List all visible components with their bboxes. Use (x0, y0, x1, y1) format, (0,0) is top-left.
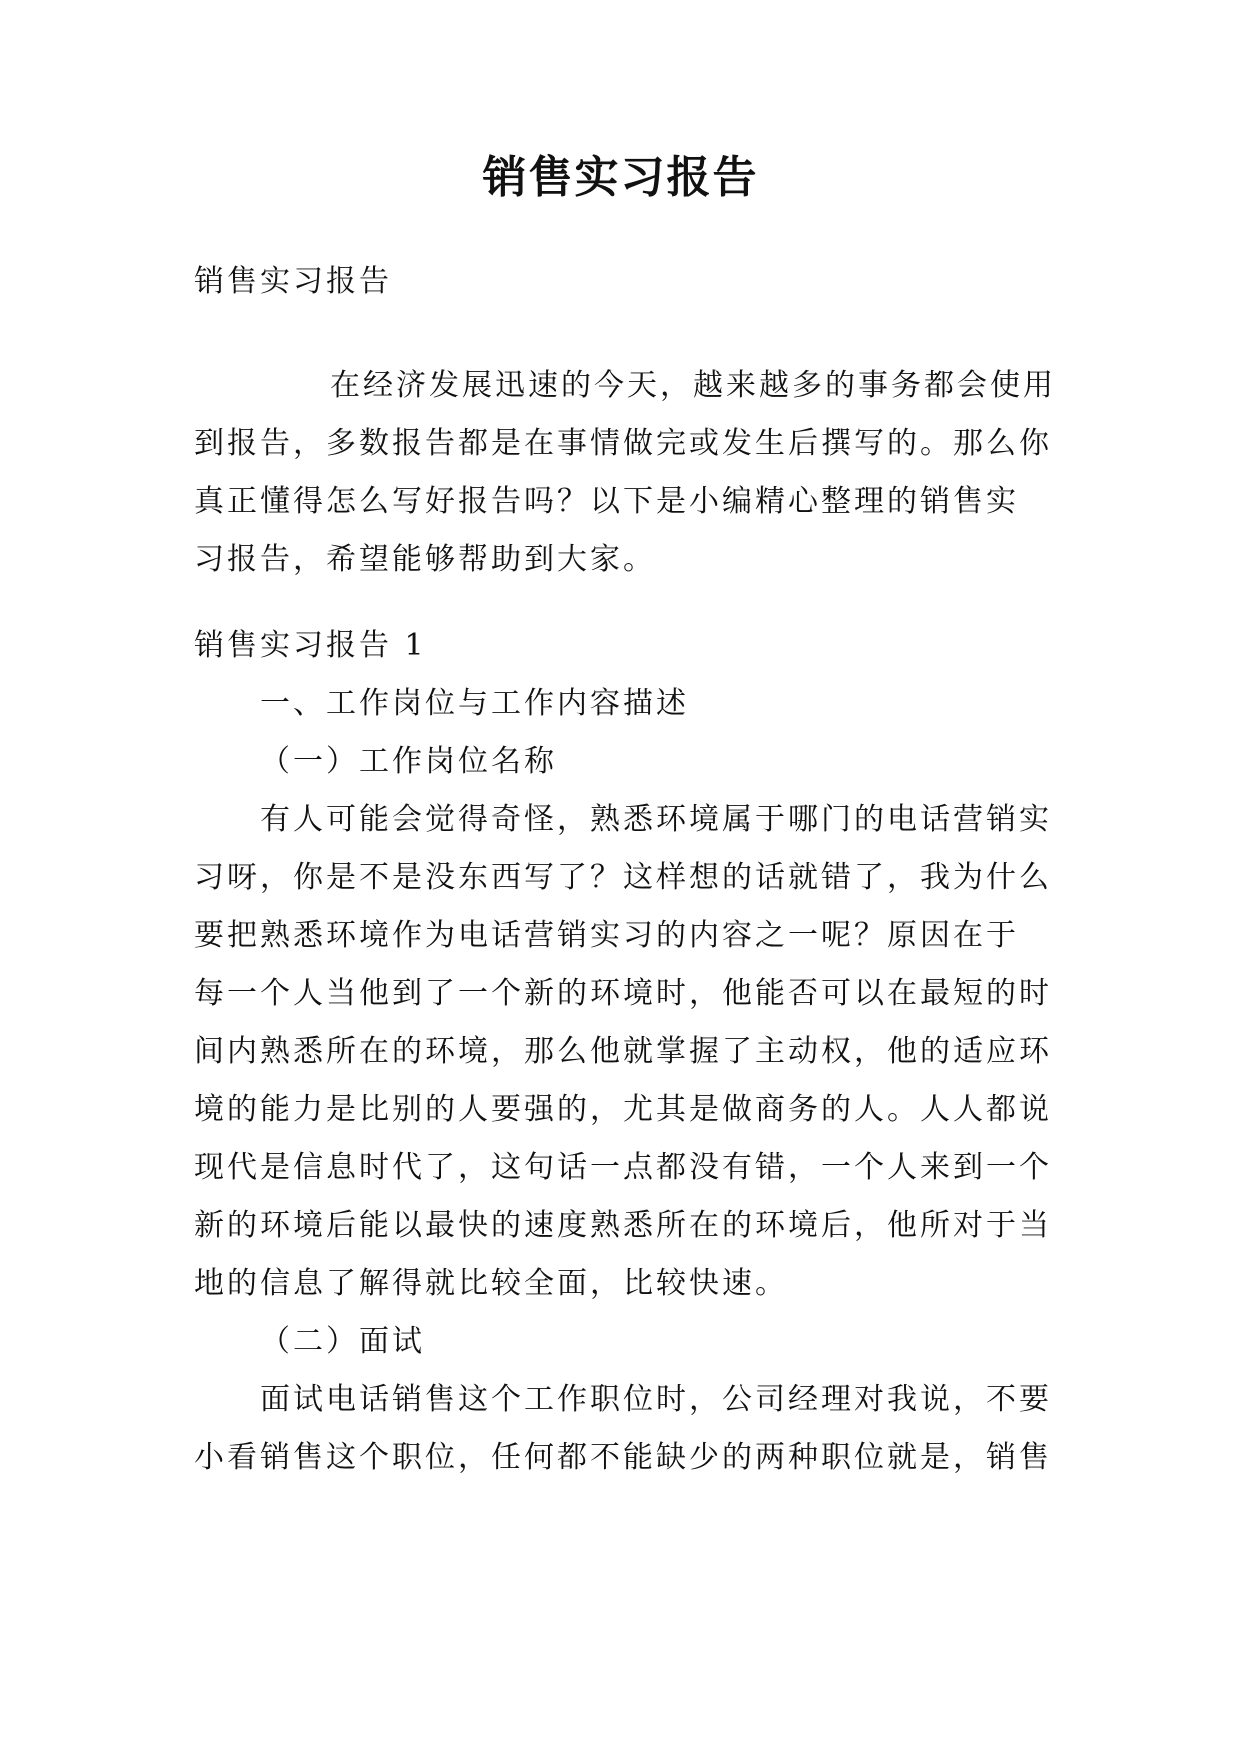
paragraph-line: 现代是信息时代了，这句话一点都没有错，一个人来到一个 (194, 1150, 1052, 1185)
paragraph-line: 地的信息了解得就比较全面，比较快速。 (194, 1266, 788, 1301)
paragraph-line: 境的能力是比别的人要强的，尤其是做商务的人。人人都说 (194, 1092, 1052, 1127)
section-heading: 销售实习报告 1 (194, 628, 427, 663)
paragraph-line: 有人可能会觉得奇怪，熟悉环境属于哪门的电话营销实 (260, 802, 1052, 837)
paragraph-line: 习呀，你是不是没东西写了？这样想的话就错了，我为什么 (194, 860, 1052, 895)
report-body (194, 617, 1056, 1487)
subtitle-line: 销售实习报告 (194, 264, 392, 299)
document-title: 销售实习报告 (482, 152, 759, 203)
intro-line: 习报告，希望能够帮助到大家。 (194, 542, 656, 577)
intro-line: 在经济发展迅速的今天，越来越多的事务都会使用 (330, 368, 1056, 403)
sub-heading-interview: （二）面试 (260, 1324, 425, 1359)
paragraph-line: 每一个人当他到了一个新的环境时，他能否可以在最短的时 (194, 976, 1052, 1011)
paragraph-line: 小看销售这个职位，任何都不能缺少的两种职位就是，销售 (194, 1440, 1052, 1475)
paragraph-line: 面试电话销售这个工作职位时，公司经理对我说，不要 (260, 1382, 1052, 1417)
paragraph-line: 要把熟悉环境作为电话营销实习的内容之一呢？原因在于 (194, 918, 1019, 953)
paragraph-line: 间内熟悉所在的环境，那么他就掌握了主动权，他的适应环 (194, 1034, 1052, 1069)
intro-line: 到报告，多数报告都是在事情做完或发生后撰写的。那么你 (194, 426, 1052, 461)
intro-line: 真正懂得怎么写好报告吗？以下是小编精心整理的销售实 (194, 484, 1019, 519)
document-subtitle (194, 253, 1056, 311)
intro-paragraph (194, 357, 1056, 589)
paragraph-line: 新的环境后能以最快的速度熟悉所在的环境后，他所对于当 (194, 1208, 1052, 1243)
sub-heading-job-title: （一）工作岗位名称 (260, 744, 557, 779)
part-heading: 一、工作岗位与工作内容描述 (260, 686, 689, 721)
